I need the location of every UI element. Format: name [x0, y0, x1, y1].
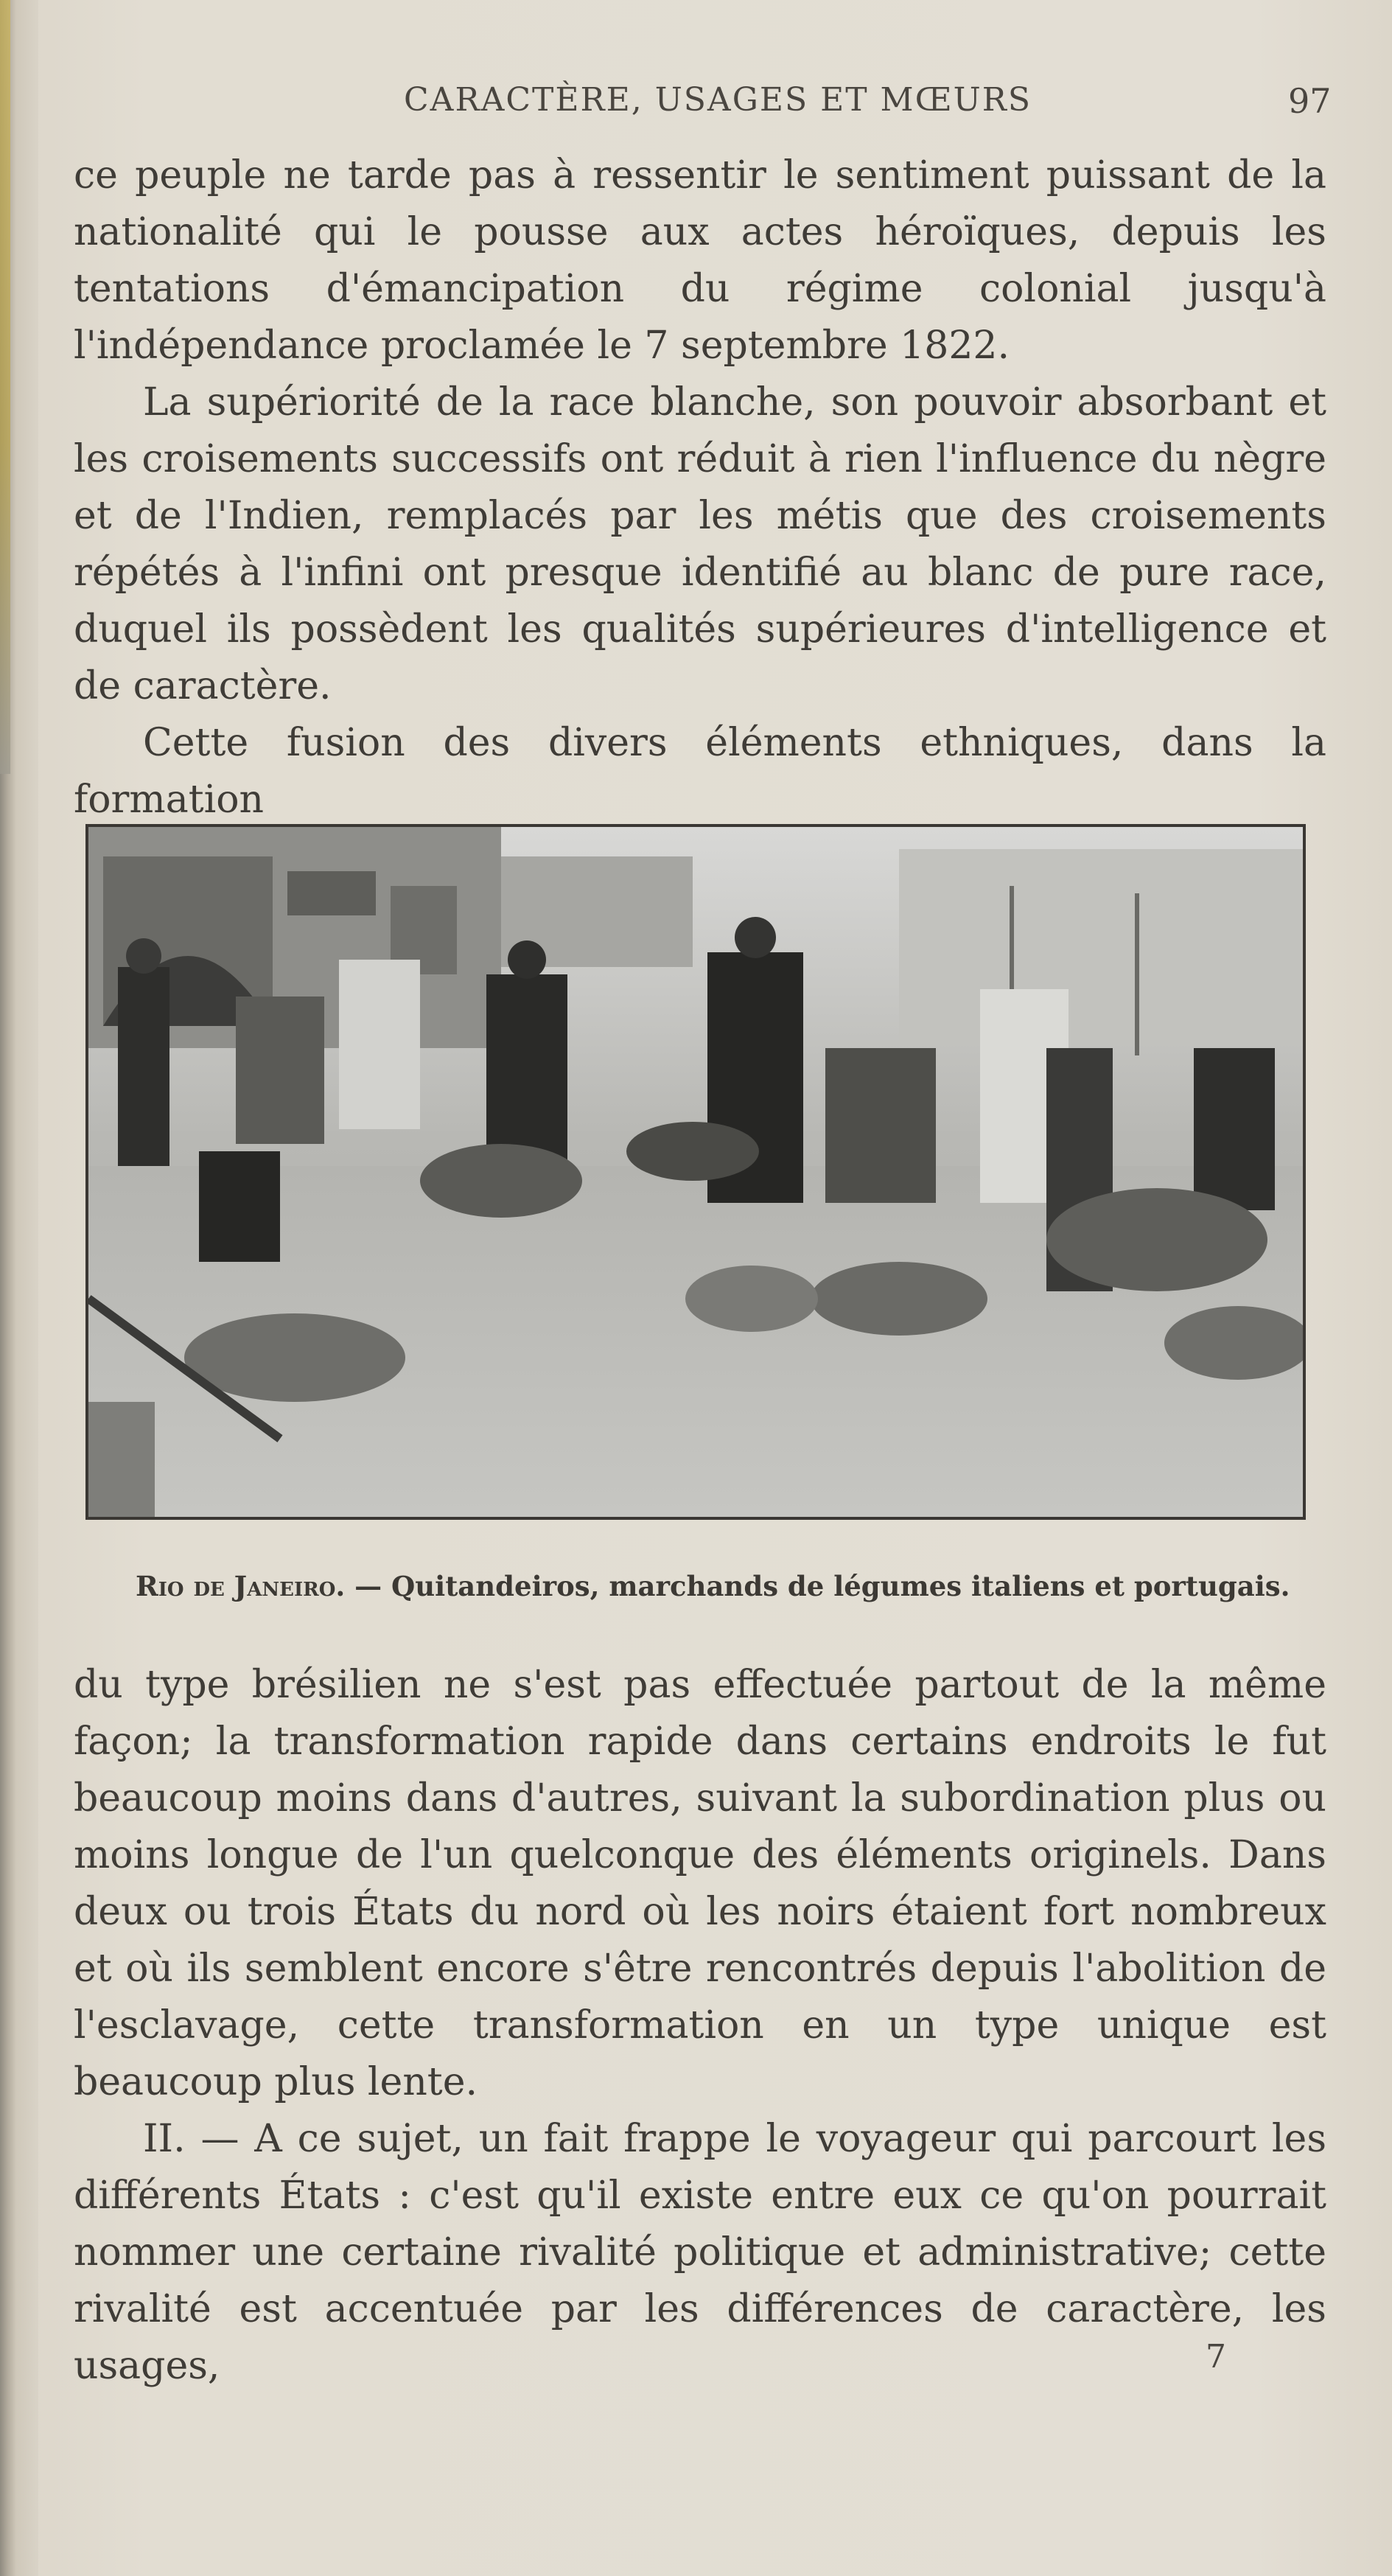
body-text-top: [74, 147, 1326, 828]
photograph-image: [88, 827, 1303, 1517]
signature-mark: 7: [1206, 2338, 1226, 2376]
running-head: CARACTÈRE, USAGES ET MŒURS: [404, 81, 1032, 119]
binding-color-stripe: [0, 0, 10, 774]
paragraph-continuation: ce peuple ne tarde pas à ressentir le sentiment puissant de la nationalité qui le pousse aux actes héroïques, depuis les tentations d'émancipation du régime colonial jusqu'à l'indépendance proclamée le 7 septembre 1822.: [74, 153, 1326, 368]
paragraph: La supériorité de la race blanche, son pouvoir absorbant et les croisements successifs ont réduit à rien l'influence du nègre et de l'Indien, remplacés par les métis que des croisements répétés à l'infini ont presque identifié au blanc de pure race, duquel ils possèdent les qualités supérieures d'intelligence et de caractère.: [74, 380, 1326, 708]
caption-text: — Quitandeiros, marchands de légumes italiens et portugais.: [345, 1570, 1290, 1602]
paragraph: Cette fusion des divers éléments ethniques, dans la formation: [74, 721, 1326, 822]
market-photograph: [85, 824, 1306, 1520]
caption-place: Rio de Janeiro.: [136, 1570, 346, 1602]
paragraph-continuation: du type brésilien ne s'est pas effectuée partout de la même façon; la transformation rapide dans certains endroits le fut beaucoup moins dans d'autres, suivant la subordination plus ou moins longue de l'un quelconque des éléments originels. Dans deux ou trois États du nord où les noirs étaient fort nombreux et où ils semblent encore s'être rencontrés depuis l'abolition de l'esclavage, cette transformation en un type unique est beaucoup plus lente.: [74, 1663, 1326, 2104]
paragraph: II. — A ce sujet, un fait frappe le voyageur qui parcourt les différents États : c'est qu'il existe entre eux ce qu'on pourrait nommer une certaine rivalité politique et administrative; cette rivalité est accentuée par les différences de caractère, les usages,: [74, 2117, 1326, 2388]
page-number: 97: [1288, 81, 1332, 121]
photo-caption: [136, 1570, 1290, 1602]
body-text-bottom: [74, 1657, 1326, 2395]
